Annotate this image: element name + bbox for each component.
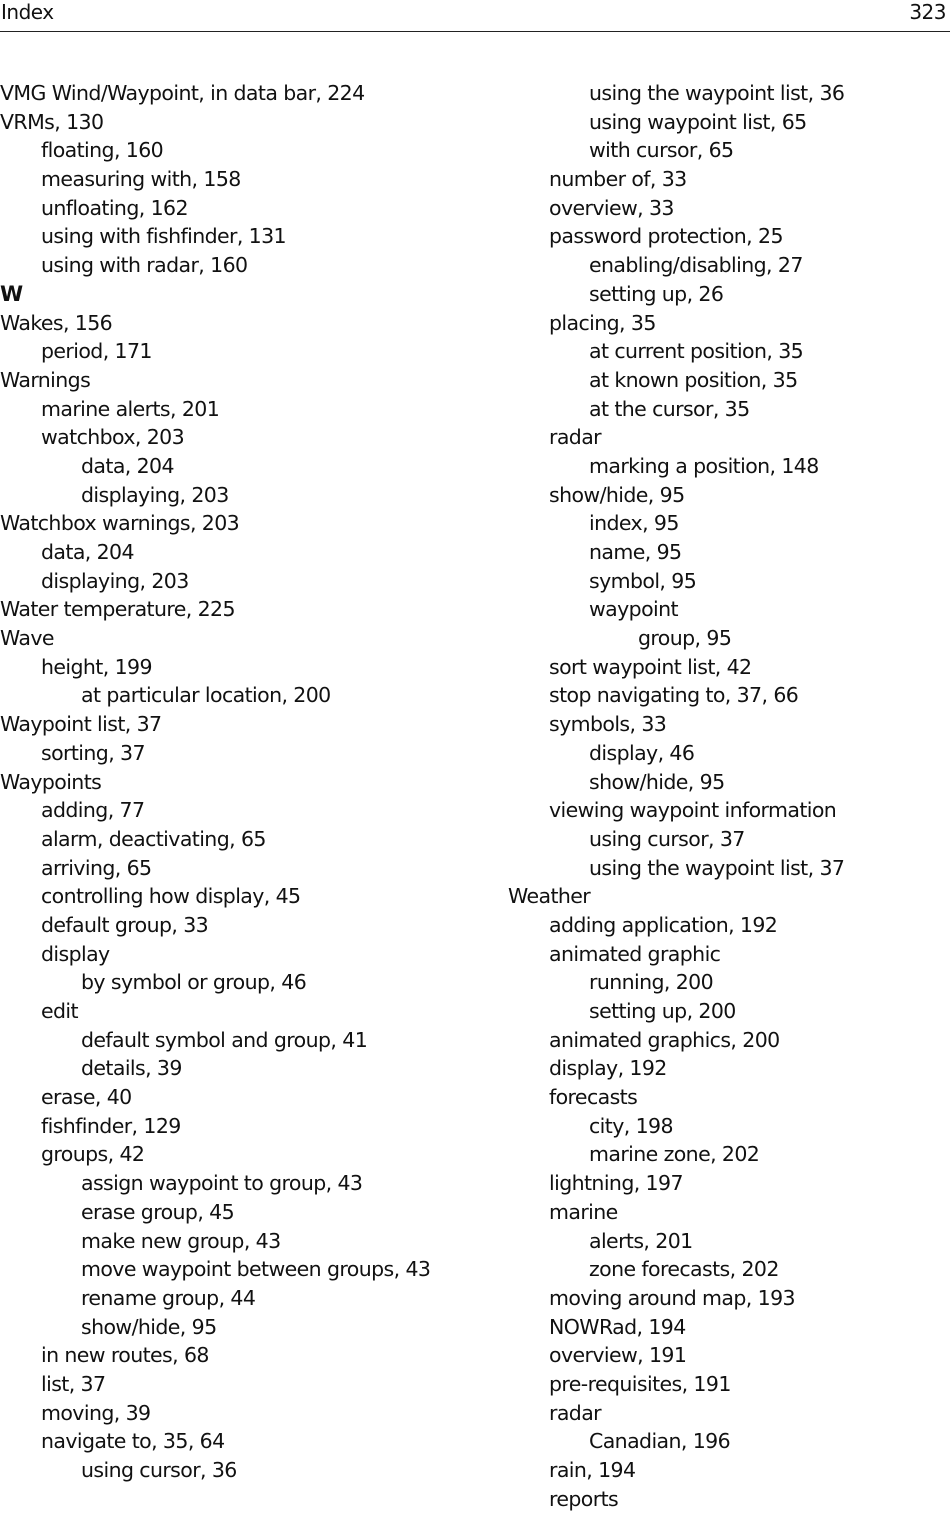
index-entry: Wakes, 156 (0, 310, 113, 335)
index-entry: rain, 194 (549, 1458, 636, 1482)
section-letter-heading: W (0, 281, 24, 306)
index-entry: radar (549, 1400, 601, 1425)
index-entry: display, 192 (549, 1056, 667, 1081)
index-entry: sort waypoint list, 42 (549, 654, 752, 679)
index-entry: show/hide, 95 (81, 1314, 217, 1339)
index-entry: using waypoint list, 65 (589, 109, 807, 134)
index-entry: symbol, 95 (589, 568, 697, 593)
index-entry: Canadian, 196 (589, 1429, 731, 1454)
index-entry: animated graphics, 200 (549, 1027, 780, 1052)
index-entry: Weather (508, 884, 591, 909)
index-entry: make new group, 43 (81, 1228, 281, 1253)
index-entry: moving, 39 (41, 1400, 151, 1425)
index-entry: adding, 77 (41, 798, 145, 823)
index-entry: symbols, 33 (549, 712, 667, 737)
index-entry: VRMs, 130 (0, 109, 104, 134)
header-rule (0, 31, 950, 32)
index-entry: password protection, 25 (549, 224, 783, 249)
index-entry: displaying, 203 (41, 568, 189, 593)
index-entry: reports (549, 1486, 619, 1511)
index-entry: marine alerts, 201 (41, 396, 220, 421)
index-entry: unfloating, 162 (41, 195, 188, 220)
index-entry: at particular location, 200 (81, 683, 331, 708)
index-entry: groups, 42 (41, 1142, 145, 1167)
index-entry: overview, 33 (549, 195, 674, 220)
index-entry: VMG Wind/Waypoint, in data bar, 224 (0, 81, 365, 105)
index-entry: marking a position, 148 (589, 453, 819, 478)
index-entry: data, 204 (81, 453, 174, 478)
index-entry: Waypoint list, 37 (0, 712, 162, 737)
index-entry: default group, 33 (41, 912, 209, 937)
index-entry: list, 37 (41, 1371, 106, 1396)
index-entry: in new routes, 68 (41, 1343, 209, 1368)
index-entry: rename group, 44 (81, 1285, 256, 1310)
index-entry: using cursor, 36 (81, 1458, 237, 1482)
index-entry: watchbox, 203 (41, 425, 185, 450)
index-entry: Wave (0, 626, 54, 651)
index-entry: number of, 33 (549, 167, 687, 192)
index-entry: running, 200 (589, 970, 714, 995)
index-entry: with cursor, 65 (589, 138, 734, 163)
index-entry: city, 198 (589, 1113, 673, 1138)
index-entry: setting up, 200 (589, 999, 736, 1023)
index-entry: display (41, 941, 110, 966)
index-entry: floating, 160 (41, 138, 164, 163)
index-entry: Water temperature, 225 (0, 597, 235, 622)
index-entry: animated graphic (549, 941, 721, 966)
index-entry: moving around map, 193 (549, 1285, 795, 1310)
index-entry: details, 39 (81, 1056, 182, 1081)
running-header-title: Index (1, 0, 54, 24)
index-entry: Warnings (0, 367, 91, 392)
index-entry: name, 95 (589, 540, 682, 564)
index-entry: erase group, 45 (81, 1199, 235, 1224)
index-entry: alerts, 201 (589, 1228, 693, 1253)
index-entry: forecasts (549, 1085, 638, 1110)
index-entry: using the waypoint list, 37 (589, 855, 845, 880)
index-entry: using cursor, 37 (589, 826, 745, 851)
index-entry: height, 199 (41, 654, 152, 679)
index-entry: index, 95 (589, 511, 679, 536)
index-entry: placing, 35 (549, 310, 656, 335)
index-entry: lightning, 197 (549, 1171, 683, 1196)
index-entry: period, 171 (41, 339, 152, 364)
index-entry: edit (41, 999, 78, 1023)
index-entry: zone forecasts, 202 (589, 1257, 779, 1282)
index-entry: fishfinder, 129 (41, 1113, 181, 1138)
index-entry: adding application, 192 (549, 912, 778, 937)
index-entry: move waypoint between groups, 43 (81, 1257, 431, 1282)
index-entry: stop navigating to, 37, 66 (549, 683, 799, 708)
index-entry: viewing waypoint information (549, 798, 837, 823)
index-entry: overview, 191 (549, 1343, 687, 1368)
index-entry: using with fishfinder, 131 (41, 224, 287, 249)
index-entry: at the cursor, 35 (589, 396, 750, 421)
index-entry: at current position, 35 (589, 339, 804, 364)
index-column-left (0, 79, 470, 1485)
index-entry: show/hide, 95 (589, 769, 725, 794)
index-entry: pre-requisites, 191 (549, 1371, 731, 1396)
index-entry: at known position, 35 (589, 367, 798, 392)
index-entry: setting up, 26 (589, 281, 724, 306)
index-entry: Watchbox warnings, 203 (0, 511, 240, 536)
index-entry: alarm, deactivating, 65 (41, 826, 266, 851)
index-entry: data, 204 (41, 540, 134, 564)
index-entry: waypoint (589, 597, 678, 622)
index-entry: Waypoints (0, 769, 102, 794)
index-entry: controlling how display, 45 (41, 884, 301, 909)
index-entry: assign waypoint to group, 43 (81, 1171, 363, 1196)
page-number: 323 (909, 0, 946, 24)
index-entry: enabling/disabling, 27 (589, 253, 803, 278)
index-entry: displaying, 203 (81, 482, 229, 507)
index-column-right (508, 79, 948, 1513)
index-entry: using with radar, 160 (41, 253, 248, 278)
index-entry: using the waypoint list, 36 (589, 81, 845, 105)
index-entry: marine (549, 1199, 618, 1224)
index-entry: NOWRad, 194 (549, 1314, 686, 1339)
index-entry: measuring with, 158 (41, 167, 241, 192)
index-entry: default symbol and group, 41 (81, 1027, 368, 1052)
index-entry: marine zone, 202 (589, 1142, 760, 1167)
index-entry: by symbol or group, 46 (81, 970, 307, 995)
index-entry: sorting, 37 (41, 740, 145, 765)
index-entry: arriving, 65 (41, 855, 152, 880)
index-entry: erase, 40 (41, 1085, 132, 1110)
index-entry: display, 46 (589, 740, 695, 765)
index-entry: group, 95 (638, 626, 732, 651)
index-entry: show/hide, 95 (549, 482, 685, 507)
index-entry: navigate to, 35, 64 (41, 1429, 225, 1454)
index-entry: radar (549, 425, 601, 450)
